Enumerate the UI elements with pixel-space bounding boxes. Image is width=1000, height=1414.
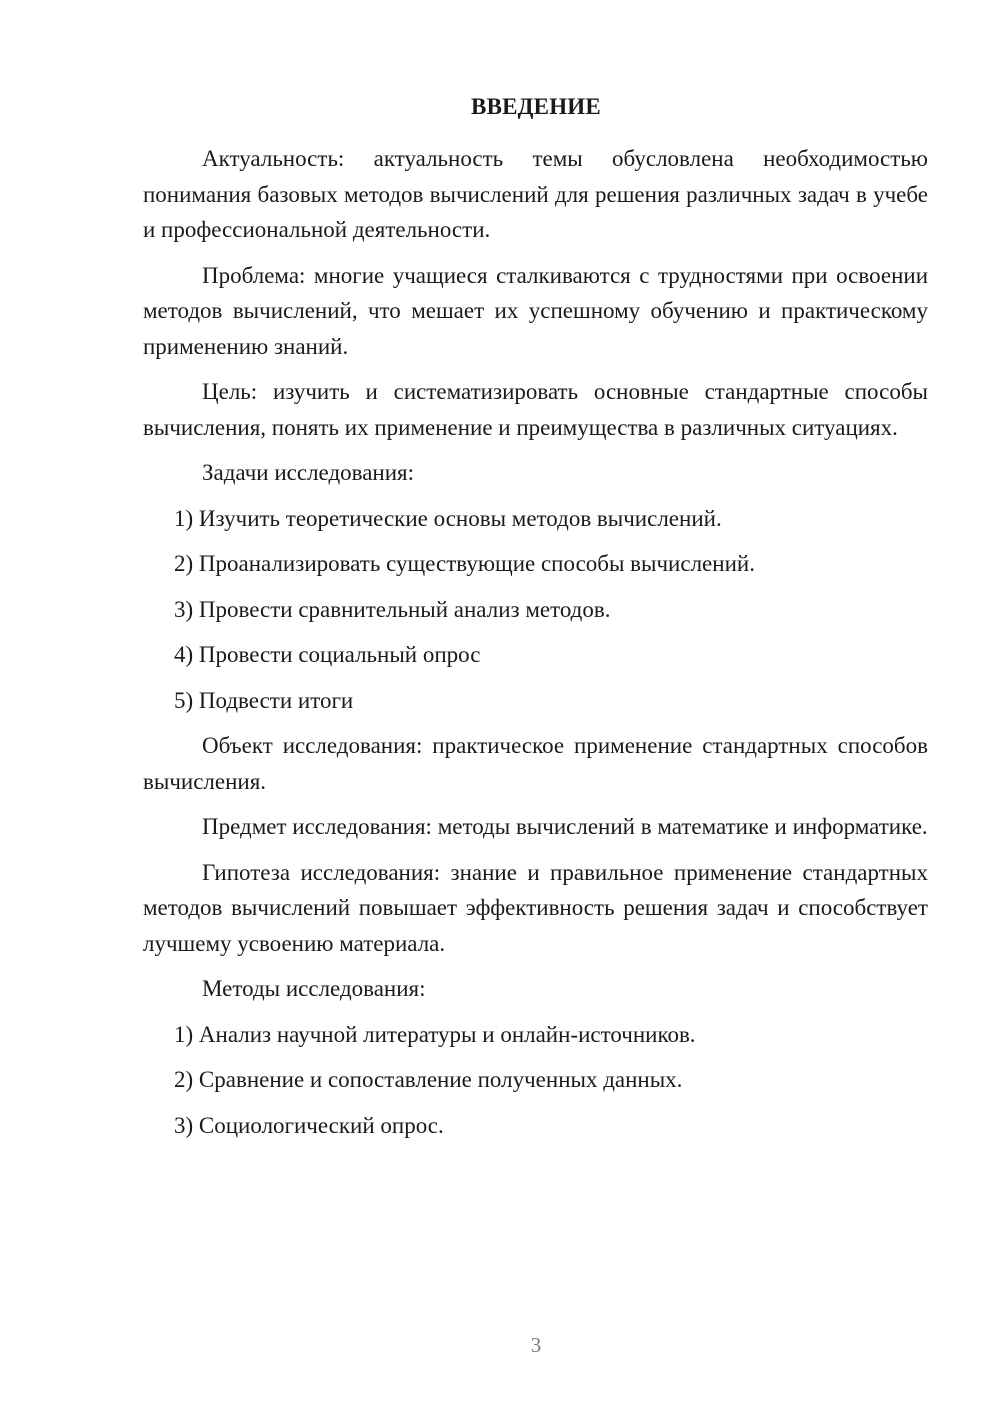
page-number: 3 xyxy=(530,1333,542,1357)
hypothesis-paragraph: Гипотеза исследования: знание и правильное применение стандартных методов вычислений повышает эффективность решения задач и способствует лучшему усвоению материала. xyxy=(143,859,928,956)
page-title: ВВЕДЕНИЕ xyxy=(471,94,601,119)
task-item-3: 3) Провести сравнительный анализ методов. xyxy=(174,596,611,622)
relevance-paragraph: Актуальность: актуальность темы обусловлена необходимостью понимания базовых методов вычислений для решения различных задач в учебе и профессиональной деятельности. xyxy=(143,146,928,242)
methods-heading: Методы исследования: xyxy=(202,976,426,1001)
method-item-2: 2) Сравнение и сопоставление полученных данных. xyxy=(174,1067,683,1092)
object-paragraph: Объект исследования: практическое применение стандартных способов вычисления. xyxy=(143,733,928,794)
task-item-1: 1) Изучить теоретические основы методов вычислений. xyxy=(174,505,722,531)
task-item-2: 2) Проанализировать существующие способы вычислений. xyxy=(174,551,755,576)
task-item-4: 4) Провести социальный опрос xyxy=(174,642,481,667)
document-body xyxy=(143,141,928,1153)
method-item-1: 1) Анализ научной литературы и онлайн-источников. xyxy=(174,1021,696,1047)
tasks-heading: Задачи исследования: xyxy=(202,460,415,485)
goal-paragraph: Цель: изучить и систематизировать основные стандартные способы вычисления, понять их применение и преимущества в различных ситуациях. xyxy=(143,379,928,440)
task-item-5: 5) Подвести итоги xyxy=(174,687,354,713)
problem-paragraph: Проблема: многие учащиеся сталкиваются с трудностями при освоении методов вычислений, что мешает их успешному обучению и практическому применению знаний. xyxy=(143,262,928,359)
subject-paragraph: Предмет исследования: методы вычислений в математике и информатике. xyxy=(202,814,928,839)
method-item-3: 3) Социологический опрос. xyxy=(174,1112,444,1138)
